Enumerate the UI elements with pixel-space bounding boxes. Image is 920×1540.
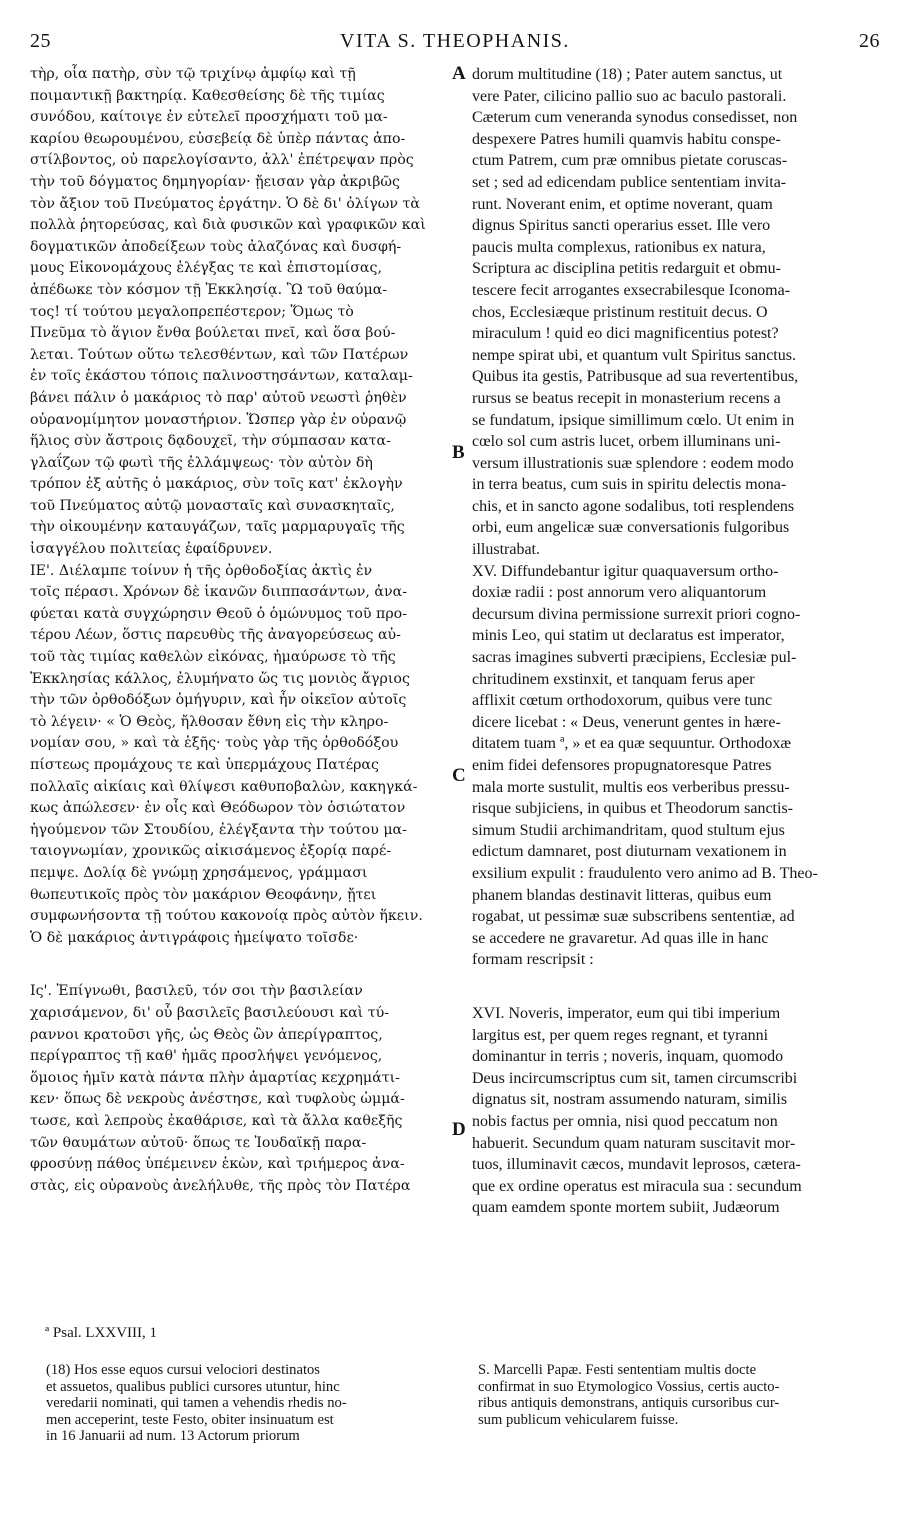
greek-text-line: τὸν ἄξιον τοῦ Πνεύματος ἐργάτην. Ὁ δὲ δι' ὀλίγων τὰ <box>30 195 420 212</box>
greek-text-line: στὰς, εἰς οὐρανοὺς ἀνελήλυθε, τῆς πρὸς τὸν Πατέρα <box>30 1177 411 1194</box>
greek-text-line: δογματικῶν ἀποδείξεων τοὺς ἀλαζόνας καὶ δυσφή- <box>30 238 402 255</box>
greek-text-line: ποιμαντικῇ βακτηρίᾳ. Καθεσθείσης δὲ τῆς τιμίας <box>30 87 385 104</box>
latin-text-line: nempe spirat ubi, et quantum vult Spiritus sanctus. <box>472 346 796 364</box>
latin-text-line: Cæterum cum veneranda synodus consedisset, non <box>472 109 798 127</box>
latin-text-line: XV. Diffundebantur igitur quaquaversum ortho- <box>472 562 779 580</box>
greek-text-line: ἡγούμενον τῶν Στουδίου, ἐλέγξαντα τὴν τούτου μα- <box>30 821 407 838</box>
greek-text-line: θωπευτικοῖς πρὸς τὸν μακάριον Θεοφάνην, ᾔτει <box>30 886 377 903</box>
greek-text-line: τωσε, καὶ λεπροὺς ἐκαθάρισε, καὶ τὰ ἄλλα καθεξῆς <box>30 1112 403 1129</box>
greek-text-line: λεται. Τούτων οὕτω τελεσθέντων, καὶ τῶν Πατέρων <box>30 346 409 363</box>
latin-text-line: afflixit cœtum orthodoxorum, quibus vere tunc <box>472 692 773 710</box>
latin-text-line: mala morte sustulit, multis eos verberibus pressu- <box>472 778 790 796</box>
section-marker-c: C <box>452 765 466 786</box>
latin-text-line: dignus Spiritus sancti operarius esset. Ille vero <box>472 217 771 235</box>
greek-text-line: τὴρ, οἷα πατὴρ, σὺν τῷ τριχίνῳ ἀμφίῳ καὶ τῇ <box>30 66 356 82</box>
latin-text-line: orbi, eum angelicæ suæ conversationis fulgoribus <box>472 519 790 537</box>
latin-text-line: largitus est, per quem reges regnant, et tyranni <box>472 1026 769 1044</box>
running-title: VITA S. THEOPHANIS. <box>340 30 570 52</box>
paragraph-gap <box>472 971 882 1003</box>
latin-text-line: se fundatum, ipsique simillimum cœlo. Ut enim in <box>472 411 795 429</box>
greek-text-line: ραννοι κρατοῦσι γῆς, ὡς Θεὸς ὢν ἀπερίγραπτος, <box>30 1026 383 1043</box>
greek-text-line: ΙΕ'. Διέλαμπε τοίνυν ἡ τῆς ὀρθοδοξίας ἀκτὶς ἐν <box>30 562 373 579</box>
latin-text-line: illustrabat. <box>472 541 540 559</box>
latin-text-line: chos, Ecclesiæque pristinum restituit decus. O <box>472 303 768 321</box>
latin-text-line: dicere licebat : « Deus, venerunt gentes in hære- <box>472 713 781 731</box>
latin-text-line: exsilium expulit : fraudulento vero animo ad B. Theo- <box>472 864 818 882</box>
latin-text-line: dorum multitudine (18) ; Pater autem sanctus, ut <box>472 66 783 83</box>
latin-text-line: ditatem tuam ª, » et ea quæ sequuntur. Orthodoxæ <box>472 735 792 753</box>
latin-text-line: habuerit. Secundum quam naturam suscitavit mor- <box>472 1134 796 1152</box>
latin-text-line: Quibus ita gestis, Patribusque ad sua revertentibus, <box>472 368 799 386</box>
latin-text-line: set ; sed ad edicendam publice sententiam invita- <box>472 173 787 191</box>
note-column-left <box>46 1362 456 1445</box>
greek-text-line: πίστεως προμάχους τε καὶ ὑπερμάχους Πατέρας <box>30 757 379 773</box>
latin-text-line: enim fidei defensores propugnatoresque Patres <box>472 757 772 774</box>
latin-text-line: rogabat, ut pessimæ suæ subscribens sententiæ, ad <box>472 908 795 926</box>
latin-column <box>472 64 882 1219</box>
latin-text-line: runt. Noverant enim, et optime noverant, quam <box>472 195 773 213</box>
greek-text-line: ἰσαγγέλου πολιτείας ἐφαίδρυνεν. <box>30 541 273 558</box>
greek-text-line: Ις'. Ἐπίγνωθι, βασιλεῦ, τόν σοι τὴν βασιλείαν <box>30 983 363 1000</box>
greek-text-line: βάνει πάλιν ὁ μακάριος τὸ παρ' αὐτοῦ νεωστὶ ῥηθὲν <box>30 389 407 406</box>
latin-text-line: chritudinem exstinxit, et tanquam ferus aper <box>472 670 755 688</box>
greek-text-line: τοῖς πέρασι. Χρόνων δὲ ἱκανῶν διιππασάντων, ἀνα- <box>30 584 408 601</box>
greek-text-line: ἐν τοῖς ἑκάστου τόποις παλινοστησάντων, καταλαμ- <box>30 368 413 385</box>
greek-text-line: φροσύνῃ πάθος ὑπέμεινεν ἑκὼν, καὶ τριήμερος ἀνα- <box>30 1156 405 1173</box>
page-number-left: 25 <box>30 30 51 52</box>
section-marker-d: D <box>452 1119 466 1140</box>
greek-text-line: νομίαν σου, » καὶ τὰ ἑξῆς· τοὺς γὰρ τῆς ὀρθοδόξου <box>30 735 399 752</box>
latin-text-line: que ex ordine operatus est miracula sua : secundum <box>472 1177 802 1195</box>
greek-text-line: ἀπέδωκε τὸν κόσμον τῇ Ἐκκλησίᾳ. Ὢ τοῦ θαύμα- <box>30 281 388 298</box>
footnote: ª Psal. LXXVIII, 1 <box>45 1325 158 1341</box>
greek-text-line: πολλαῖς αἰκίαις καὶ θλίψεσι καθυποβαλὼν, κακηγκά- <box>30 778 418 795</box>
greek-text-line: οὐρανομίμητον μοναστήριον. Ὥσπερ γὰρ ἐν οὐρανῷ <box>30 411 407 428</box>
greek-text-line: τῶν θαυμάτων αὐτοῦ· ὅπως τε Ἰουδαϊκῇ παρα- <box>30 1134 367 1151</box>
paragraph-gap <box>30 949 462 981</box>
latin-text-line: ctum Patrem, cum præ omnibus pietate coruscas- <box>472 152 788 170</box>
greek-text-line: Ὁ δὲ μακάριος ἀντιγράφοις ἠμείψατο τοῖσδε· <box>30 929 359 946</box>
page-number-right: 26 <box>859 30 880 52</box>
latin-text-line: in terra beatus, cum suis in spiritu delectis mona- <box>472 476 787 494</box>
latin-text-line: phanem blandas destinavit litteras, quibus eum <box>472 886 772 904</box>
greek-text-line: πεμψε. Δολίᾳ δὲ γνώμῃ χρησάμενος, γράμμασι <box>30 864 368 881</box>
latin-text-line: chis, et in sancto agone sodalibus, toti resplendens <box>472 497 795 515</box>
greek-text-line: τρόπον ἐξ αὐτῆς ὁ μακάριος, σὺν τοῖς κατ' ἐκλογὴν <box>30 476 403 493</box>
latin-text-line: doxiæ radii : post annorum vero aliquantorum <box>472 584 767 602</box>
note-text-line: sum publicum vehicularem fuisse. <box>478 1411 679 1428</box>
greek-text-line: φύεται κατὰ συγχώρησιν Θεοῦ ὁ ὁμώνυμος τοῦ προ- <box>30 605 408 622</box>
greek-text-line: ἥλιος σὺν ἄστροις δᾳδουχεῖ, τὴν σύμπασαν κατα- <box>30 433 391 450</box>
latin-text-line: versum illustrationis suæ splendore : eodem modo <box>472 454 794 472</box>
latin-text-line: tuos, illuminavit cæcos, mundavit leprosos, cætera- <box>472 1156 801 1174</box>
latin-text-line: quam eamdem sponte mortem subiit, Judæorum <box>472 1199 780 1217</box>
running-header <box>30 30 880 56</box>
section-marker-b: B <box>452 442 465 463</box>
note-text-line: et assuetos, qualibus publici cursores utuntur, hinc <box>46 1378 340 1395</box>
greek-text-line: τοῦ Πνεύματος αὐτῷ μονασταῖς καὶ συνασκηταῖς, <box>30 497 395 514</box>
note-column-right <box>478 1362 888 1428</box>
greek-column <box>30 64 462 1197</box>
greek-text-line: συμφωνήσοντα τῇ τούτου κακονοίᾳ πρὸς αὐτὸν ἥκειν. <box>30 908 423 925</box>
note-text-line: S. Marcelli Papæ. Festi sententiam multis docte <box>478 1362 757 1378</box>
latin-text-line: sacras imagines subverti præcipiens, Ecclesiæ pul- <box>472 649 797 667</box>
latin-text-line: Deus incircumscriptus cum sit, tamen circumscribi <box>472 1069 798 1087</box>
latin-text-line: simum Studii archimandritam, quod stultum ejus <box>472 821 785 839</box>
latin-text-line: edictum damnaret, post diuturnam vexationem in <box>472 843 787 861</box>
latin-text-line: vere Pater, cilicino pallio suo ac baculo pastorali. <box>472 87 787 105</box>
note-text-line: men acceperint, teste Festo, obiter insinuatum est <box>46 1411 334 1428</box>
greek-text-line: Πνεῦμα τὸ ἅγιον ἔνθα βούλεται πνεῖ, καὶ ὅσα βού- <box>30 325 396 342</box>
latin-text-line: minis Leo, qui statim ut declaratus est imperator, <box>472 627 785 645</box>
greek-text-line: Ἐκκλησίας κάλλος, ἐλυμήνατο ὥς τις μονιὸς ἄγριος <box>30 670 410 687</box>
greek-text-line: συνόδου, καίτοιγε ἐν εὐτελεῖ προσχήματι τοῦ μα- <box>30 109 388 126</box>
greek-text-line: χαρισάμενον, δι' οὗ βασιλεῖς βασιλεύουσι καὶ τύ- <box>30 1004 390 1021</box>
greek-text-line: τέρου Λέων, ὅστις παρευθὺς τῆς ἀναγορεύσεως αὐ- <box>30 627 401 644</box>
greek-text-line: κεν· ὅπως δὲ νεκροὺς ἀνέστησε, καὶ τυφλοὺς ὠμμά- <box>30 1091 405 1108</box>
greek-text-line: τοῦ τὰς τιμίας καθελὼν εἰκόνας, ἠμαύρωσε τὸ τῆς <box>30 649 396 666</box>
latin-text-line: paucis multa complexus, rationibus ex natura, <box>472 238 766 256</box>
latin-text-line: decursum divina permissione surrexit priori cogno- <box>472 605 801 623</box>
latin-text-line: se accedere ne gravaretur. Ad quas ille in hanc <box>472 929 769 947</box>
greek-text-line: τος! τί τούτου μεγαλοπρεπέστερον; Ὅμως τὸ <box>30 303 354 320</box>
latin-text-line: cœlo sol cum astris lucet, orbem illuminans uni- <box>472 433 781 451</box>
note-text-line: (18) Hos esse equos cursui velociori destinatos <box>46 1362 320 1378</box>
greek-text-line: μους Εἰκονομάχους ἐλέγξας τε καὶ ἐπιστομίσας, <box>30 260 382 277</box>
greek-text-line: γλαΐζων τῷ φωτὶ τῆς ἐλλάμψεως· τὸν αὐτὸν δὴ <box>30 454 373 471</box>
latin-text-line: risque subjiciens, in quibus et Theodorum sanctis- <box>472 800 793 818</box>
greek-text-line: κως ἀπώλεσεν· ἐν οἷς καὶ Θεόδωρον τὸν ὁσιώτατον <box>30 800 406 817</box>
greek-text-line: τὸ λέγειν· « Ὁ Θεὸς, ἤλθοσαν ἔθνη εἰς τὴν κληρο- <box>30 713 389 730</box>
note-text-line: in 16 Januarii ad num. 13 Actorum priorum <box>46 1428 300 1445</box>
latin-text-line: formam rescripsit : <box>472 951 594 969</box>
greek-text-line: τὴν τοῦ δόγματος δημηγορίαν· ᾔεισαν γὰρ ἀκριβῶς <box>30 173 400 190</box>
note-text-line: veredarii nominati, qui tamen a vehendis rhedis no- <box>46 1395 347 1412</box>
greek-text-line: ταιογνωμίαν, χρονικῶς αἰκισάμενος ἐξορίᾳ παρέ- <box>30 843 392 860</box>
latin-text-line: dignatus sit, nostram assumendo naturam, similis <box>472 1091 788 1109</box>
note-text-line: confirmat in suo Etymologico Vossius, certis aucto- <box>478 1378 780 1395</box>
latin-text-line: miraculum ! quid eo dici magnificentius potest? <box>472 325 779 343</box>
greek-text-line: περίγραπτος τῇ καθ' ἡμᾶς προσλήψει γενόμενος, <box>30 1048 383 1065</box>
latin-text-line: Scriptura ac disciplina petitis redarguit et obmu- <box>472 260 781 278</box>
section-marker-a: A <box>452 63 466 84</box>
latin-text-line: dominantur in terris ; noveris, inquam, quomodo <box>472 1048 784 1066</box>
greek-text-line: στίλβοντος, οὐ παρελογίσαντο, ἀλλ' ἐπέτρεψαν πρὸς <box>30 152 414 169</box>
latin-text-line: tescere fecit arrogantes exsecrabilesque Iconoma- <box>472 281 791 299</box>
greek-text-line: τὴν οἰκουμένην καταυγάζων, ταῖς μαρμαρυγαῖς τῆς <box>30 519 405 536</box>
greek-text-line: καρίου θεωρουμένου, εὐσεβείᾳ δὲ ὑπὲρ πάντας ἀπο- <box>30 130 406 147</box>
latin-text-line: XVI. Noveris, imperator, eum qui tibi imperium <box>472 1004 781 1022</box>
latin-text-line: despexere Patres humili quamvis habitu conspe- <box>472 130 781 148</box>
greek-text-line: τὴν τῶν ὀρθοδόξων ὁμήγυριν, καὶ ἦν οἰκεῖον αὐτοῖς <box>30 692 407 709</box>
latin-text-line: nobis factus per omnia, nisi quod peccatum non <box>472 1112 778 1130</box>
greek-text-line: ὅμοιος ἡμῖν κατὰ πάντα πλὴν ἁμαρτίας κεχρημάτι- <box>30 1069 400 1086</box>
note-text-line: ribus antiquis demonstrans, antiquis cursoribus cur- <box>478 1395 780 1412</box>
greek-text-line: πολλὰ ῥητορεύσας, καὶ διὰ φυσικῶν καὶ γραφικῶν καὶ <box>30 217 426 234</box>
latin-text-line: rursus se beatus recepit in monasterium recens a <box>472 389 781 407</box>
